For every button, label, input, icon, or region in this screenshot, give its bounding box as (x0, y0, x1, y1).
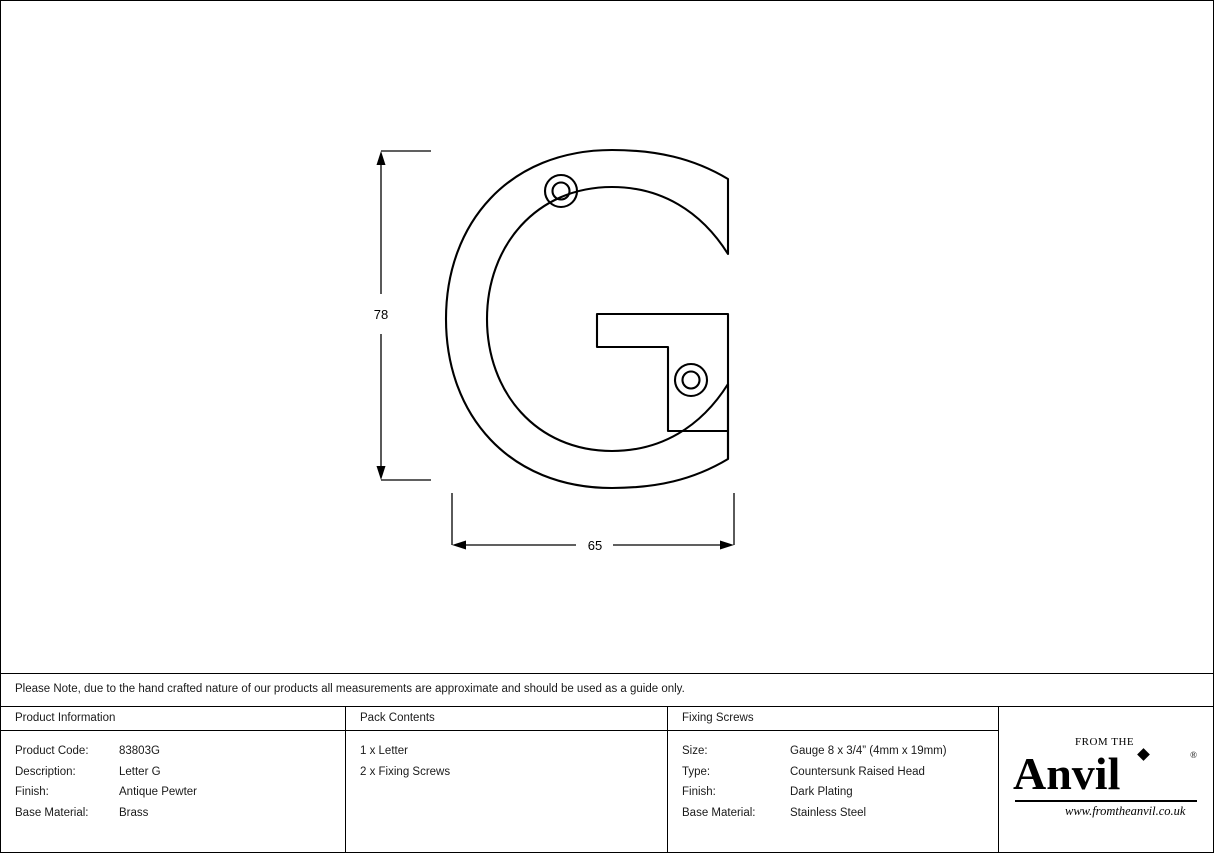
logo-top-text: FROM THE (1075, 736, 1135, 748)
fixing-screws-body (668, 731, 998, 823)
screw-finish-label: Finish: (682, 786, 716, 798)
screw-type-label: Type: (682, 765, 711, 778)
product-drawing-area (1, 1, 1213, 673)
logo-main-text: Anvil (1013, 748, 1121, 799)
product-code-value: 83803G (119, 745, 160, 757)
screw-type-value: Countersunk Raised Head (790, 765, 925, 778)
fixing-screws-column (668, 707, 999, 853)
logo-divider (1015, 800, 1197, 802)
pack-contents-column (346, 707, 668, 853)
table-row (682, 762, 998, 783)
brand-logo-column (999, 707, 1213, 853)
description-value: Letter G (119, 765, 161, 778)
pack-contents-body (346, 731, 667, 782)
brand-logo (999, 707, 1213, 853)
finish-label: Finish: (15, 786, 49, 798)
product-information-body (1, 731, 345, 823)
screw-size-label: Size: (682, 745, 708, 757)
list-item: 1 x Letter (360, 745, 408, 757)
product-information-column (1, 707, 346, 853)
screw-base-material-label: Base Material: (682, 806, 756, 819)
letter-g-outline (446, 150, 728, 488)
description-label: Description: (15, 765, 76, 778)
table-row (682, 803, 998, 824)
diamond-icon (1137, 748, 1150, 761)
table-row (15, 803, 345, 824)
screw-base-material-value: Stainless Steel (790, 806, 867, 819)
fixing-hole-top (545, 175, 577, 207)
product-code-label: Product Code: (15, 745, 89, 757)
product-information-header: Product Information (1, 707, 345, 731)
base-material-value: Brass (119, 806, 149, 819)
table-row (15, 782, 345, 803)
height-dimension-label: 78 (373, 307, 389, 322)
fixing-hole-bottom (675, 364, 707, 396)
registered-trademark-icon: ® (1190, 750, 1197, 760)
screw-finish-value: Dark Plating (790, 786, 853, 798)
pack-contents-header: Pack Contents (346, 707, 667, 731)
fixing-screws-header: Fixing Screws (668, 707, 998, 731)
product-info-table (1, 706, 1213, 852)
base-material-label: Base Material: (15, 806, 89, 819)
measurement-note-row (1, 673, 1213, 706)
table-row (15, 741, 345, 762)
logo-url-text: www.fromtheanvil.co.uk (1065, 804, 1186, 818)
table-row (15, 762, 345, 783)
table-row (682, 741, 998, 762)
screw-size-value: Gauge 8 x 3/4” (4mm x 19mm) (790, 745, 947, 757)
table-row (682, 782, 998, 803)
finish-value: Antique Pewter (119, 786, 197, 798)
width-dimension-label: 65 (587, 538, 603, 553)
list-item: 2 x Fixing Screws (360, 765, 451, 778)
measurement-note-text: Please Note, due to the hand crafted nature of our products all measurements are approximate and should be used as a guide only. (15, 683, 685, 695)
